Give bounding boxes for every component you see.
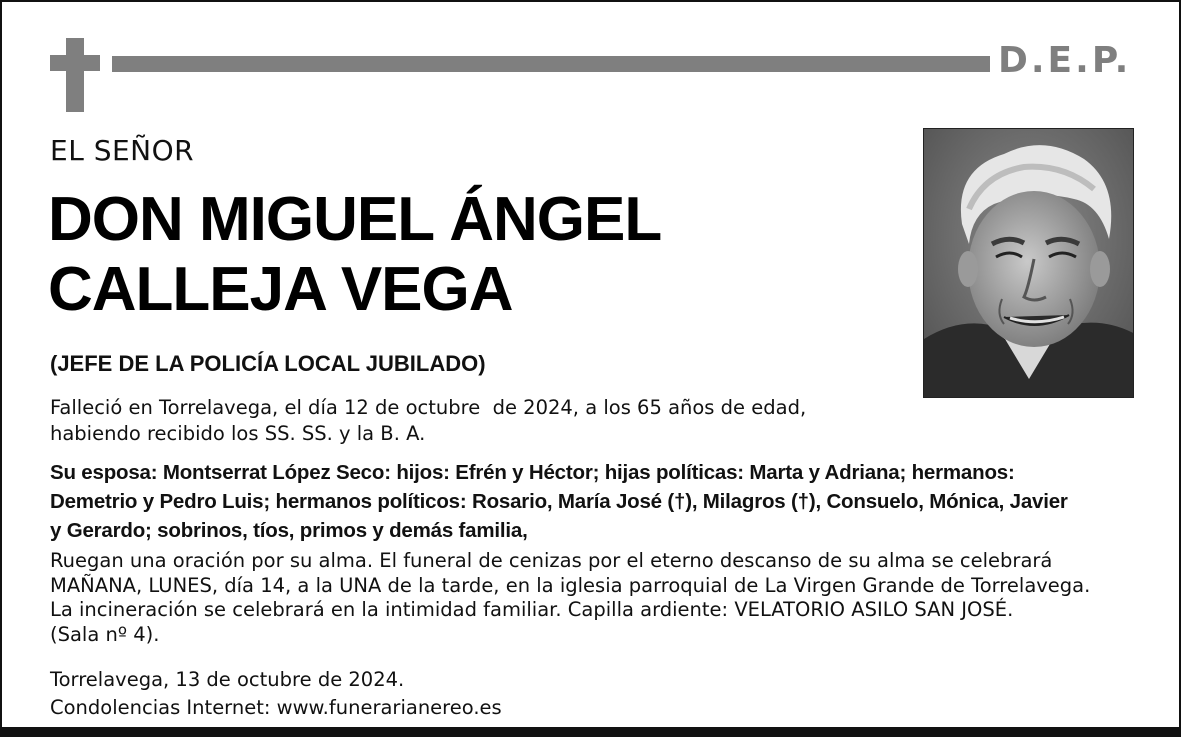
death-notice-line2: habiendo recibido los SS. SS. y la B. A. <box>50 422 426 445</box>
deceased-name-line1: DON MIGUEL ÁNGEL <box>48 185 662 254</box>
honorific: EL SEÑOR <box>50 134 195 167</box>
family-line3: y Gerardo; sobrinos, tíos, primos y demás familia, <box>50 519 528 542</box>
funeral-line1: Ruegan una oración por su alma. El funeral de cenizas por el eterno descanso de su alma se celebrará <box>50 549 1053 572</box>
place-date: Torrelavega, 13 de octubre de 2024. <box>50 668 405 691</box>
funeral-details <box>50 549 1090 647</box>
family-line2: Demetrio y Pedro Luis; hermanos políticos: Rosario, María José (†), Milagros (†), Consuelo, Mónica, Javier <box>50 490 1068 513</box>
deceased-name-line2: CALLEJA VEGA <box>48 255 513 324</box>
family-line1: Su esposa: Montserrat López Seco: hijos: Efrén y Héctor; hijas políticas: Marta y Adriana; hermanos: <box>50 461 1015 484</box>
funeral-line2: MAÑANA, LUNES, día 14, a la UNA de la tarde, en la iglesia parroquial de La Virgen Grande de Torrelavega. <box>50 573 1091 597</box>
portrait-photo <box>923 128 1134 398</box>
death-notice-line1: Falleció en Torrelavega, el día 12 de octubre de 2024, a los 65 años de edad, <box>50 396 807 419</box>
closing <box>50 666 502 722</box>
dep-label: D.E.P. <box>998 40 1132 81</box>
condolences-line: Condolencias Internet: www.funerarianereo.es <box>50 696 502 719</box>
funeral-line4: (Sala nº 4). <box>50 622 160 646</box>
funeral-line3: La incineración se celebrará en la intimidad familiar. Capilla ardiente: VELATORIO ASILO SAN JOSÉ. <box>50 598 1014 621</box>
bottom-border <box>2 727 1179 735</box>
header-rule <box>112 56 990 72</box>
cross-icon <box>50 38 100 112</box>
deceased-name <box>48 185 661 325</box>
family-list <box>50 458 1120 545</box>
deceased-role: (JEFE DE LA POLICÍA LOCAL JUBILADO) <box>50 351 486 376</box>
